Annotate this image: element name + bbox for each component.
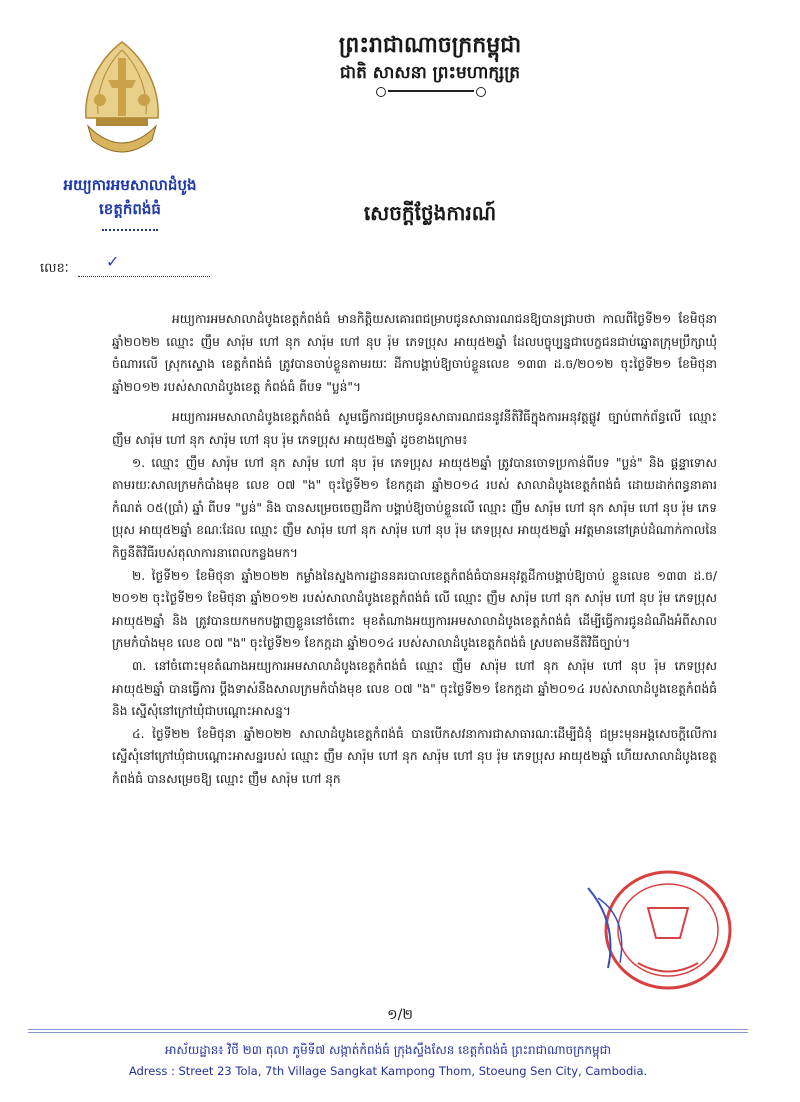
footer-address-english: Adress : Street 23 Tola, 7th Village Sangkat Kampong Thom, Stoeung Sen City, Cambodia.	[128, 1064, 648, 1078]
national-motto: ជាតិ សាសនា ព្រះមហាក្សត្រ	[339, 63, 521, 83]
footer-address-khmer: អាស័យដ្ឋាន៖ វិថី ២៣ តុលា ភូមិទី៧ សង្កាត់កំពង់ធំ ក្រុងស្ទឹងសែន ខេត្តកំពង់ធំ ព្រះរាជាណាចក្រកម្ពុជា	[164, 1043, 611, 1057]
document-body	[112, 308, 717, 790]
paragraph-procedure: អយ្យការអមសាលាដំបូងខេត្តកំពង់ធំ សូមធ្វើការជម្រាបជូនសាធារណជននូវនីតិវិធីក្នុងការអនុវត្តផ្លូវ ច្បាប់ពាក់ព័ន្ធលើ ឈ្មោះ ញឹម សារ៉ុម ហៅ នុក សារ៉ុម ហៅ នុប រ៉ុម ភេទប្រុស អាយុ៥២ឆ្នាំ ដូចខាងក្រោម៖	[112, 410, 717, 447]
motto-divider	[388, 90, 474, 92]
royal-emblem-icon	[78, 40, 166, 170]
page-number: ១/២	[387, 1007, 413, 1023]
kingdom-header: ព្រះរាជាណាចក្រកម្ពុជា	[338, 32, 522, 58]
footer-divider-top	[28, 1029, 748, 1030]
organization-divider	[102, 229, 158, 232]
document-title: សេចក្តីថ្លែងការណ៍	[363, 201, 497, 225]
organization-province: ខេត្តកំពង់ធំ	[99, 200, 161, 218]
document-number-line	[78, 275, 210, 277]
footer-divider-bottom	[28, 1032, 748, 1033]
paragraph-item-2: ២. ថ្ងៃទី២១ ខែមិថុនា ឆ្នាំ២០២២ កម្លាំងនៃស្នងការដ្ឋាននគរបាលខេត្តកំពង់ធំបានអនុវត្តដីកាបង្គាប់ឱ្យចាប់ ខ្លួនលេខ ១៣៣ ដ.ច/២០១២ ចុះថ្ងៃទី២១ ខែមិថុនា ឆ្នាំ២០១២ របស់សាលាដំបូងខេត្តកំពង់ធំ លើ ឈ្មោះ ញឹម សារ៉ុម ហៅ នុក សារ៉ុម ហៅ នុប រ៉ុម ភេទប្រុស អាយុ៥២ឆ្នាំ និង ត្រូវបានយកមកបង្ហាញខ្លួននៅចំពោះ មុខតំណាងអយ្យការអមសាលាដំបូងខេត្តកំពង់ធំ ដើម្បីធ្វើការជូនដំណឹងអំពីសាលក្រមកំបាំងមុខ លេខ ០៧ "ង" ចុះថ្ងៃទី២១ ខែកក្កដា ឆ្នាំ២០១៤ របស់សាលាដំបូងខេត្តកំពង់ធំ ស្របតាមនីតិវិធីច្បាប់។	[112, 568, 717, 651]
paragraph-item-1: ១. ឈ្មោះ ញឹម សារ៉ុម ហៅ នុក សារ៉ុម ហៅ នុប រ៉ុម ភេទប្រុស អាយុ៥២ឆ្នាំ ត្រូវបានចោទប្រកាន់ពីបទ "ប្លន់" និង ផ្តន្ទាទោសតាមរយៈសាលក្រមកំបាំងមុខ លេខ ០៧ "ង" ចុះថ្ងៃទី២១ ខែកក្កដា ឆ្នាំ២០១៤ របស់ សាលាដំបូងខេត្តកំពង់ធំ ដោយដាក់ពន្ធនាគារកំណត់ ០៥(ប្រាំ) ឆ្នាំ ពីបទ "ប្លន់" និង បានសម្រេចចេញដីកា បង្គាប់ឱ្យចាប់ខ្លួនលើ ឈ្មោះ ញឹម សារ៉ុម ហៅ នុក សារ៉ុម ហៅ នុប រ៉ុម ភេទប្រុស អាយុ៥២ឆ្នាំ ខណៈដែល ឈ្មោះ ញឹម សារ៉ុម ហៅ នុក សារ៉ុម ហៅ នុប រ៉ុម ភេទប្រុស អាយុ៥២ឆ្នាំ អវត្តមាននៅគ្រប់ដំណាក់កាលនៃ កិច្ចនីតិវិធីរបស់តុលាការនាពេលកន្លងមក។	[112, 455, 717, 560]
organization-name: អយ្យការអមសាលាដំបូង	[63, 176, 197, 194]
paragraph-item-4: ៤. ថ្ងៃទី២២ ខែមិថុនា ឆ្នាំ២០២២ សាលាដំបូងខេត្តកំពង់ធំ បានបើកសវនាការជាសាធារណៈដើម្បីជំនុំ ជម្រះមុនអង្គសេចក្តីលើការស្នើសុំនៅក្រៅឃុំជាបណ្តោះអាសន្នរបស់ ឈ្មោះ ញឹម សារ៉ុម ហៅ នុក សារ៉ុម ហៅ នុប រ៉ុម ភេទប្រុស អាយុ៥២ឆ្នាំ ហើយសាលាដំបូងខេត្តកំពង់ធំ បានសម្រេចឱ្យ ឈ្មោះ ញឹម សារ៉ុម ហៅ នុក	[112, 726, 717, 786]
paragraph-intro: អយ្យការអមសាលាដំបូងខេត្តកំពង់ធំ មានកិត្តិយសគោរពជម្រាបជូនសាធារណជនឱ្យបានជ្រាបថា កាលពីថ្ងៃទី២១ ខែមិថុនា ឆ្នាំ២០២២ ឈ្មោះ ញឹម សារ៉ុម ហៅ នុក សារ៉ុម ហៅ នុប រ៉ុម ភេទប្រុស អាយុ៥២ឆ្នាំ ដែលបច្ចុប្បន្នជាបេក្ខជនជាប់ឆ្នោតក្រុមប្រឹក្សាឃុំចំណារលើ ស្រុកស្ទោង ខេត្តកំពង់ធំ ត្រូវបានចាប់ខ្លួនតាមរយៈ ដីកាបង្គាប់ឱ្យចាប់ខ្លួនលេខ ១៣៣ ដ.ច/២០១២ ចុះថ្ងៃទី២១ ខែមិថុនា ឆ្នាំ២០១២ របស់សាលាដំបូងខេត្ត កំពង់ធំ ពីបទ "ប្លន់"។	[112, 312, 717, 394]
document-number-value: ✓	[106, 252, 120, 271]
paragraph-item-3: ៣. នៅចំពោះមុខតំណាងអយ្យការអមសាលាដំបូងខេត្តកំពង់ធំ ឈ្មោះ ញឹម សារ៉ុម ហៅ នុក សារ៉ុម ហៅ នុប រ៉ុម ភេទប្រុស អាយុ៥២ឆ្នាំ បានធ្វើការ ប្តឹងទាស់នឹងសាលក្រមកំបាំងមុខ លេខ ០៧ "ង" ចុះថ្ងៃទី២១ ខែកក្កដា ឆ្នាំ២០១៤ របស់សាលាដំបូងខេត្តកំពង់ធំ និង ស្នើសុំនៅក្រៅឃុំជាបណ្តោះអាសន្ន។	[112, 658, 717, 719]
document-number-label: លេខៈ	[40, 261, 69, 276]
official-seal-icon	[568, 868, 738, 998]
